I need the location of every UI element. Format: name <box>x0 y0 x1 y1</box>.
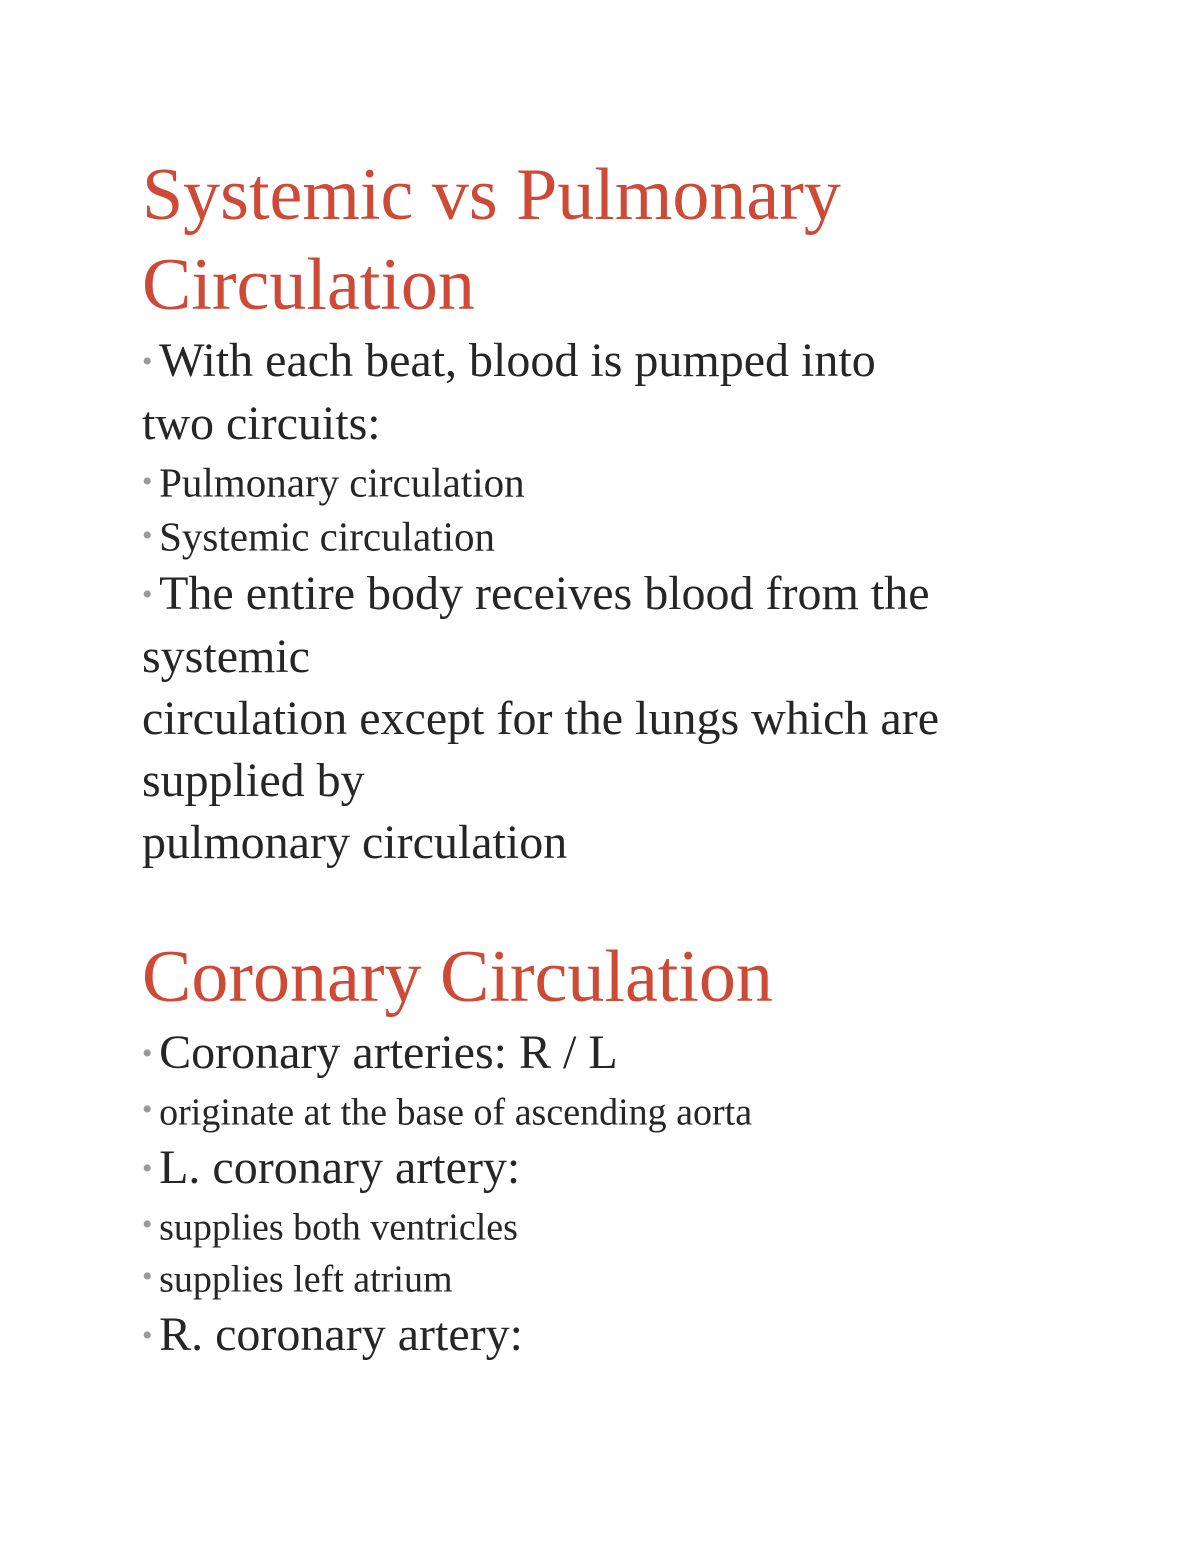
text-continuation: circulation except for the lungs which are <box>142 692 940 745</box>
bullet-item-level-1: • The entire body receives blood from the <box>142 563 1082 626</box>
bullet-item-level-1: • R. coronary artery: <box>142 1304 1082 1367</box>
title-line-1: Systemic vs Pulmonary <box>142 154 841 236</box>
bullet-item-level-1: • Coronary arteries: R / L <box>142 1022 1082 1085</box>
bullet-item-level-1: • With each beat, blood is pumped into <box>142 330 1082 393</box>
bullet-icon: • <box>142 1092 153 1126</box>
bullet-icon: • <box>142 578 153 611</box>
bullet-icon: • <box>142 1151 153 1185</box>
text-continuation: two circuits: <box>142 396 381 450</box>
bullet-icon: • <box>142 1260 153 1293</box>
bullet-item-level-2: • supplies both ventricles <box>142 1200 1082 1252</box>
section-title-coronary: Coronary Circulation <box>142 936 773 1018</box>
bullet-item-level-2: • Systemic circulation <box>142 509 1082 563</box>
document-page <box>142 150 1082 1367</box>
bullet-icon: • <box>142 1036 153 1070</box>
title-line-2: Circulation <box>142 244 475 326</box>
text-continuation: supplied by <box>142 754 365 807</box>
bullet-item-level-1: • L. coronary artery: <box>142 1137 1082 1200</box>
bullet-icon: • <box>142 519 153 552</box>
bullet-icon: • <box>142 1319 153 1352</box>
bullet-icon: • <box>142 1207 153 1241</box>
bullet-icon: • <box>142 344 153 378</box>
bullet-item-level-2: • Pulmonary circulation <box>142 455 1082 509</box>
section-title-systemic-pulmonary <box>142 150 1082 330</box>
bullet-item-level-2: • supplies left atrium <box>142 1252 1082 1304</box>
bullet-item-level-2: • originate at the base of ascending aorta <box>142 1085 1082 1137</box>
section-spacer <box>142 874 1082 932</box>
text-continuation: systemic <box>142 630 310 683</box>
bullet-icon: • <box>142 464 153 498</box>
text-continuation: pulmonary circulation <box>142 816 568 869</box>
